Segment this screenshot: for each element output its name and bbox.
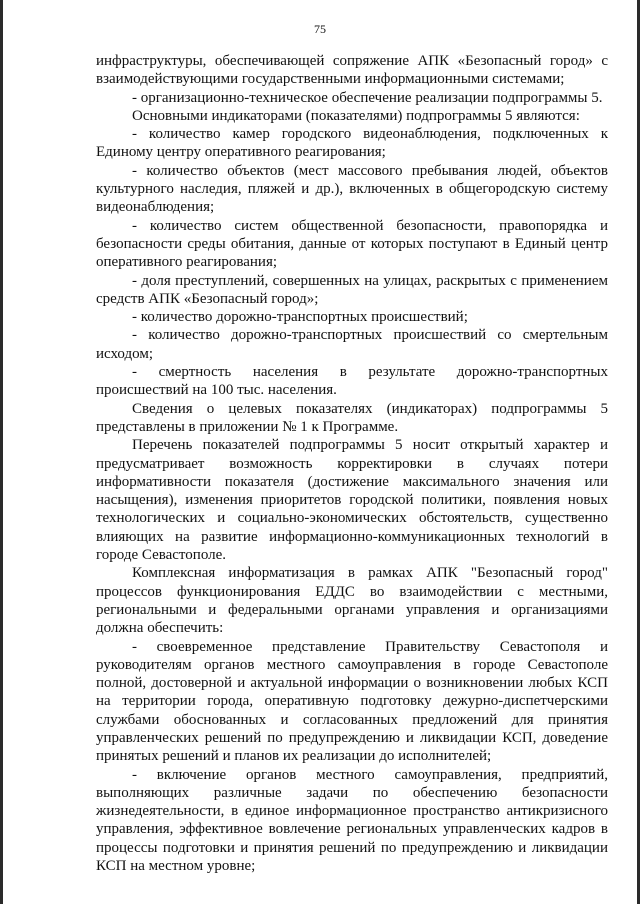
paragraph: - количество объектов (мест массового пребывания людей, объектов культурного наследия, пляжей и др.), включенных в общегородскую систему видеонаблюдения; xyxy=(96,162,608,216)
paragraph: Основными индикаторами (показателями) подпрограммы 5 являются: xyxy=(132,107,580,124)
scan-edge-left xyxy=(0,0,3,904)
paragraph: - количество камер городского видеонаблюдения, подключенных к Единому центру оперативного реагирования; xyxy=(96,126,608,161)
paragraph: - количество систем общественной безопасности, правопорядка и безопасности среды обитания, данные от которых поступают в Единый центр оперативного реагирования; xyxy=(96,217,608,271)
paragraph: - количество дорожно-транспортных происшествий со смертельным исходом; xyxy=(96,327,608,362)
paragraph: Комплексная информатизация в рамках АПК "Безопасный город" процессов функционирования ЕДДС во взаимодействии с местными, региональными и федеральными органами управления и организациями должна обеспечить: xyxy=(96,565,608,637)
page-number: 75 xyxy=(314,22,326,36)
paragraph: Сведения о целевых показателях (индикаторах) подпрограммы 5 представлены в приложении № 1 к Программе. xyxy=(96,400,608,435)
paragraph: - количество дорожно-транспортных происшествий; xyxy=(132,309,468,326)
paragraph: - смертность населения в результате дорожно-транспортных происшествий на 100 тыс. населения. xyxy=(96,364,608,399)
paragraph: - организационно-техническое обеспечение реализации подпрограммы 5. xyxy=(132,89,603,106)
body-text xyxy=(96,52,608,875)
paragraph: - доля преступлений, совершенных на улицах, раскрытых с применением средств АПК «Безопасный город»; xyxy=(96,272,608,307)
paragraph: инфраструктуры, обеспечивающей сопряжение АПК «Безопасный город» с взаимодействующими государственными информационными системами; xyxy=(96,53,608,88)
paragraph: - своевременное представление Правительству Севастополя и руководителям органов местного самоуправления в городе Севастополе полной, достоверной и актуальной информации о возникновении любых КСП на территории города, оперативную подготовку дежурно-диспетчерскими службами обоснованных и согласованных предложений для принятия управленческих решений по предупреждению и ликвидации КСП, доведение принятых решений и планов их реализации до исполнителей; xyxy=(96,638,608,765)
paragraph: Перечень показателей подпрограммы 5 носит открытый характер и предусматривает возможность корректировки в случаях потери информативности показателя (достижение максимального значения или насыщения), изменения приоритетов городской политики, появления новых технологических и социально-экономических обстоятельств, существенно влияющих на развитие информационно-коммуникационных технологий в городе Севастополе. xyxy=(96,437,608,564)
paragraph: - включение органов местного самоуправления, предприятий, выполняющих различные задачи по обеспечению безопасности жизнедеятельности, в единое информационное пространство антикризисного управления, эффективное вовлечение региональных управленческих кадров в процессы подготовки и принятия решений по предупреждению и ликвидации КСП на местном уровне; xyxy=(96,766,608,875)
